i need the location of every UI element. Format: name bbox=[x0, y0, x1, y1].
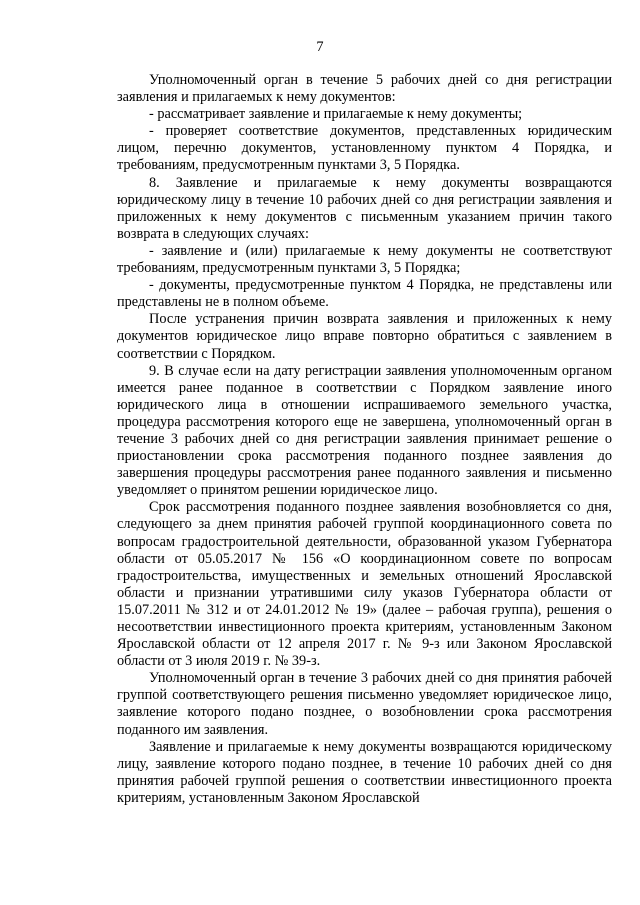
paragraph: - документы, предусмотренные пунктом 4 Порядка, не представлены или представлены не в полном объеме. bbox=[117, 277, 612, 311]
paragraph: Заявление и прилагаемые к нему документы возвращаются юридическому лицу, заявление которого подано позднее, в течение 10 рабочих дней со дня принятия рабочей группой решения о соответствии инвестиционного проекта критериям, установленным Законом Ярославской bbox=[117, 738, 612, 806]
page-number: 7 bbox=[316, 39, 324, 55]
paragraph: После устранения причин возврата заявления и приложенных к нему документов юридическое лицо вправе повторно обратиться с заявлением в соответствии с Порядком. bbox=[117, 311, 612, 362]
paragraph: - проверяет соответствие документов, представленных юридическим лицом, перечню документов, установленному пунктом 4 Порядка, и требованиям, предусмотренным пунктами 3, 5 Порядка. bbox=[117, 123, 612, 174]
paragraph: - заявление и (или) прилагаемые к нему документы не соответствуют требованиям, предусмотренным пунктами 3, 5 Порядка; bbox=[117, 242, 612, 277]
paragraph: - рассматривает заявление и прилагаемые к нему документы; bbox=[149, 106, 523, 123]
paragraph: 9. В случае если на дату регистрации заявления уполномоченным органом имеется ранее поданное в соответствии с Порядком заявление иного юридического лица в отношении испрашиваемого земельного участка, процедура рассмотрения которого еще не завершена, уполномоченный орган в течение 3 рабочих дней со дня регистрации заявления принимает решение о приостановлении срока рассмотрения поданного позднее заявления до завершения процедуры рассмотрения ранее поданного заявления и письменно уведомляет о принятом решении юридическое лицо. bbox=[117, 362, 612, 499]
paragraph: 8. Заявление и прилагаемые к нему документы возвращаются юридическому лицу в течение 10 рабочих дней со дня регистрации заявления и приложенных к нему документов с письменным указанием причин такого возврата в следующих случаях: bbox=[117, 174, 612, 242]
paragraph: Срок рассмотрения поданного позднее заявления возобновляется со дня, следующего за днем принятия рабочей группой координационного совета по вопросам градостроительной деятельности, образованной указом Губернатора области от 05.05.2017 № 156 «О координационном совете по вопросам градостроительства, имущественных и земельных отношений Ярославской области и признании утратившими силу указов Губернатора области от 15.07.2011 № 312 и от 24.01.2012 № 19» (далее – рабочая группа), решения о несоответствии инвестиционного проекта критериям, установленным Законом Ярославской области от 12 апреля 2017 г. № 9-з или Законом Ярославской области от 3 июля 2019 г. № 39-з. bbox=[117, 499, 612, 670]
paragraph: Уполномоченный орган в течение 5 рабочих дней со дня регистрации заявления и прилагаемых к нему документов: bbox=[117, 72, 612, 106]
paragraph: Уполномоченный орган в течение 3 рабочих дней со дня принятия рабочей группой соответствующего решения письменно уведомляет юридическое лицо, заявление которого подано позднее, о возобновлении срока рассмотрения поданного им заявления. bbox=[117, 670, 612, 738]
document-body bbox=[117, 72, 612, 807]
